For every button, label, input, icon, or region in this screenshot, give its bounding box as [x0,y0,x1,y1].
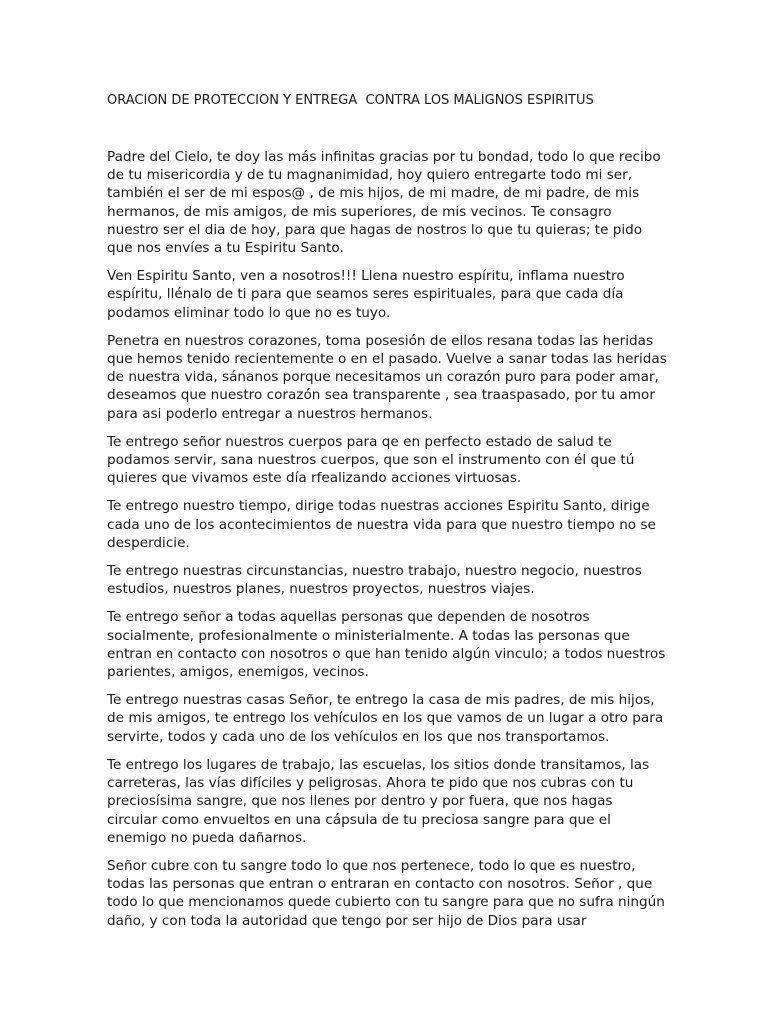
paragraph: Señor cubre con tu sangre todo lo que nos pertenece, todo lo que es nuestro, todas las personas que entran o entraran en contacto con nosotros. Señor , que todo lo que mencionamos quede cubierto con tu sangre para que no sufra ningún daño, y con toda la autoridad que tengo por ser hijo de Dios para usar [107,857,665,929]
document-title: ORACION DE PROTECCION Y ENTREGA CONTRA LOS MALIGNOS ESPIRITUS [107,93,594,108]
paragraph: Te entrego señor nuestros cuerpos para qe en perfecto estado de salud te podamos servir, sana nuestros cuerpos, que son el instrumento con él que tú quieres que vivamos este día rfealizando acciones virtuosas. [107,433,635,487]
paragraph: Te entrego nuestro tiempo, dirige todas nuestras acciones Espiritu Santo, dirige cada uno de los acontecimientos de nuestra vida para que nuestro tiempo no se desperdicie. [107,498,656,551]
document-page [107,92,667,940]
paragraph: Padre del Cielo, te doy las más infinitas gracias por tu bondad, todo lo que recibo de tu misericordia y de tu magnanimidad, hoy quiero entregarte todo mi ser, también el ser de mi espos@ , de mis hijos, de mi madre, de mi padre, de mis hermanos, de mis amigos, de mis superiores, de mis vecinos. Te consagro nuestro ser el dia de hoy, para que hagas de nostros lo que tu quieras; te pido que nos envíes a tu Espiritu Santo. [107,149,661,257]
paragraph: Te entrego señor a todas aquellas personas que dependen de nosotros socialmente, profesionalmente o ministerialmente. A todas las personas que entran en contacto con nosotros o que han tenido algún vinculo; a todos nuestros parientes, amigos, enemigos, vecinos. [107,609,666,681]
paragraph: Ven Espiritu Santo, ven a nosotros!!! Llena nuestro espíritu, inflama nuestro espíritu, llénalo de ti para que seamos seres espirituales, para que cada día podamos eliminar todo lo que no es tuyo. [107,268,625,321]
paragraph: Te entrego nuestras circunstancias, nuestro trabajo, nuestro negocio, nuestros estudios, nuestros planes, nuestros proyectos, nuestros viajes. [107,563,642,598]
paragraph: Penetra en nuestros corazones, toma posesión de ellos resana todas las heridas que hemos tenido recientemente o en el pasado. Vuelve a sanar todas las heridas de nuestra vida, sánanos porque necesitamos un corazón puro para poder amar, deseamos que nuestro corazón sea transparente , sea traaspasado, por tu amor para asi poderlo entregar a nuestros hermanos. [107,332,667,422]
paragraph: Te entrego nuestras casas Señor, te entrego la casa de mis padres, de mis hijos, de mis amigos, te entrego los vehículos en los que vamos de un lugar a otro para servirte, todos y cada uno de los vehículos en los que nos transportamos. [107,692,664,745]
paragraph: Te entrego los lugares de trabajo, las escuelas, los sitios donde transitamos, las carreteras, las vías difíciles y peligrosas. Ahora te pido que nos cubras con tu preciosísima sangre, que nos llenes por dentro y por fuera, que nos hagas circular como envueltos en una cápsula de tu preciosa sangre para que el enemigo no pueda dañarnos. [107,756,650,846]
